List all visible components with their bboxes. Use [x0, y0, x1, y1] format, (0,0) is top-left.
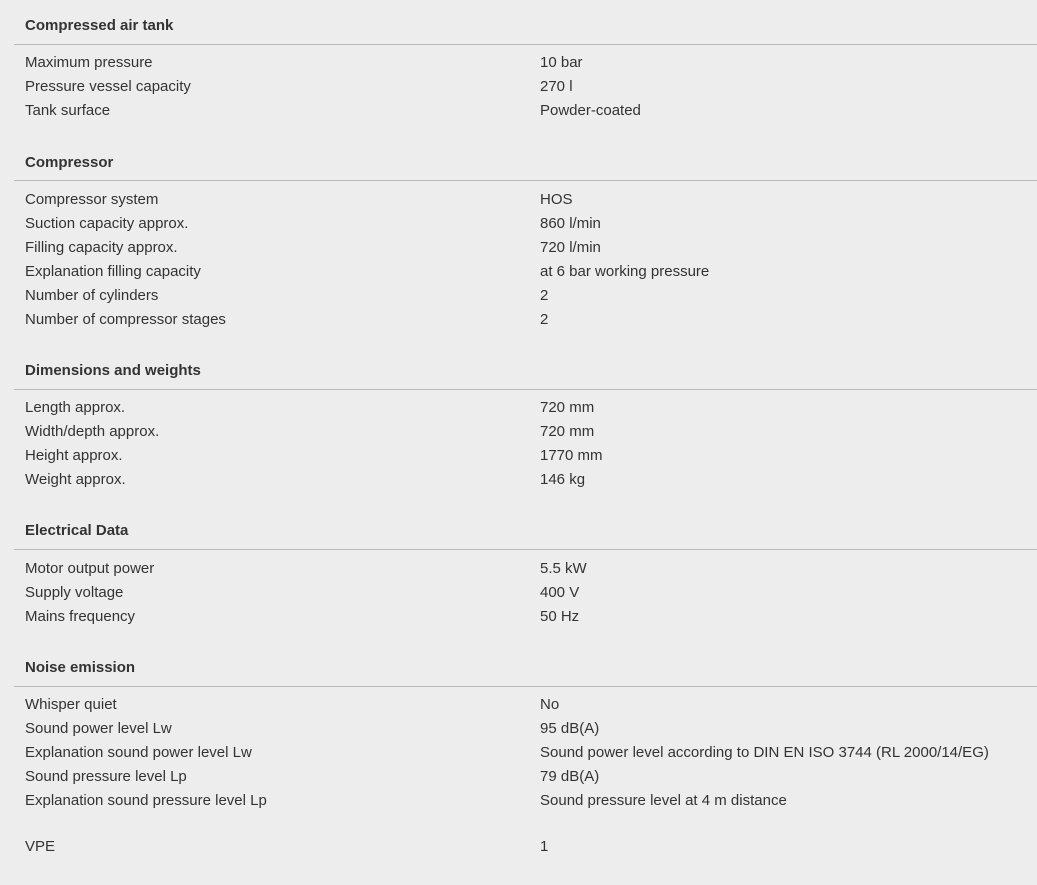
spec-row	[14, 557, 1037, 581]
spec-value: 720 l/min	[540, 239, 601, 256]
spec-label: Number of compressor stages	[25, 311, 226, 328]
spec-label: Sound pressure level Lp	[25, 768, 187, 785]
spec-value: 50 Hz	[540, 608, 580, 625]
spec-row	[14, 51, 1037, 75]
spec-label: Mains frequency	[25, 608, 136, 625]
spec-label: Pressure vessel capacity	[25, 78, 191, 95]
spec-row	[14, 99, 1037, 123]
spec-row	[14, 212, 1037, 236]
spec-row	[14, 188, 1037, 212]
spec-row	[14, 260, 1037, 284]
section-divider	[14, 180, 1037, 181]
spec-value: 860 l/min	[540, 215, 601, 232]
spec-label: Sound power level Lw	[25, 720, 172, 737]
spec-row	[14, 789, 1037, 813]
spec-row	[14, 741, 1037, 765]
spec-value: Sound pressure level at 4 m distance	[540, 792, 787, 809]
section-divider	[14, 549, 1037, 550]
spec-row	[14, 717, 1037, 741]
section-title-electrical-data: Electrical Data	[25, 522, 129, 539]
spec-row	[14, 420, 1037, 444]
spec-row	[14, 765, 1037, 789]
spec-row	[14, 75, 1037, 99]
spec-row-vpe	[14, 835, 1037, 859]
spec-value: 720 mm	[540, 399, 595, 416]
spec-value: 95 dB(A)	[540, 720, 600, 737]
section-divider	[14, 44, 1037, 45]
spec-label: Width/depth approx.	[25, 423, 160, 440]
spec-value: Sound power level according to DIN EN ISO 3744 (RL 2000/14/EG)	[540, 744, 989, 761]
spec-value: 1	[540, 838, 549, 855]
spec-row	[14, 236, 1037, 260]
spec-value: HOS	[540, 191, 573, 208]
spec-value: 2	[540, 287, 549, 304]
spec-value: 5.5 kW	[540, 560, 587, 577]
spec-label: Maximum pressure	[25, 54, 153, 71]
spec-label: Motor output power	[25, 560, 155, 577]
spec-value: at 6 bar working pressure	[540, 263, 710, 280]
spec-label: Suction capacity approx.	[25, 215, 189, 232]
spec-row	[14, 444, 1037, 468]
section-divider	[14, 389, 1037, 390]
spec-label: Tank surface	[25, 102, 111, 119]
spec-row	[14, 308, 1037, 332]
section-title-dimensions-and-weights: Dimensions and weights	[25, 362, 201, 379]
spec-label: VPE	[25, 838, 56, 855]
spec-row	[14, 693, 1037, 717]
section-title-compressed-air-tank: Compressed air tank	[25, 17, 174, 34]
spec-value: 270 l	[540, 78, 573, 95]
spec-row	[14, 284, 1037, 308]
spec-label: Explanation sound power level Lw	[25, 744, 252, 761]
spec-value: 720 mm	[540, 423, 595, 440]
spec-label: Height approx.	[25, 447, 123, 464]
spec-label: Compressor system	[25, 191, 159, 208]
section-divider	[14, 686, 1037, 687]
spec-label: Supply voltage	[25, 584, 124, 601]
spec-label: Length approx.	[25, 399, 126, 416]
spec-label: Whisper quiet	[25, 696, 117, 713]
spec-value: 146 kg	[540, 471, 586, 488]
spec-value: No	[540, 696, 560, 713]
spec-label: Weight approx.	[25, 471, 126, 488]
spec-row	[14, 468, 1037, 492]
spec-value: Powder-coated	[540, 102, 641, 119]
section-title-noise-emission: Noise emission	[25, 659, 136, 676]
spec-row	[14, 581, 1037, 605]
spec-label: Explanation sound pressure level Lp	[25, 792, 267, 809]
spec-value: 79 dB(A)	[540, 768, 600, 785]
spec-value: 1770 mm	[540, 447, 603, 464]
spec-label: Filling capacity approx.	[25, 239, 178, 256]
spec-value: 2	[540, 311, 549, 328]
spec-value: 400 V	[540, 584, 580, 601]
spec-value: 10 bar	[540, 54, 583, 71]
section-title-compressor: Compressor	[25, 154, 114, 171]
spec-label: Explanation filling capacity	[25, 263, 201, 280]
spec-row	[14, 396, 1037, 420]
spec-row	[14, 605, 1037, 629]
spec-label: Number of cylinders	[25, 287, 159, 304]
